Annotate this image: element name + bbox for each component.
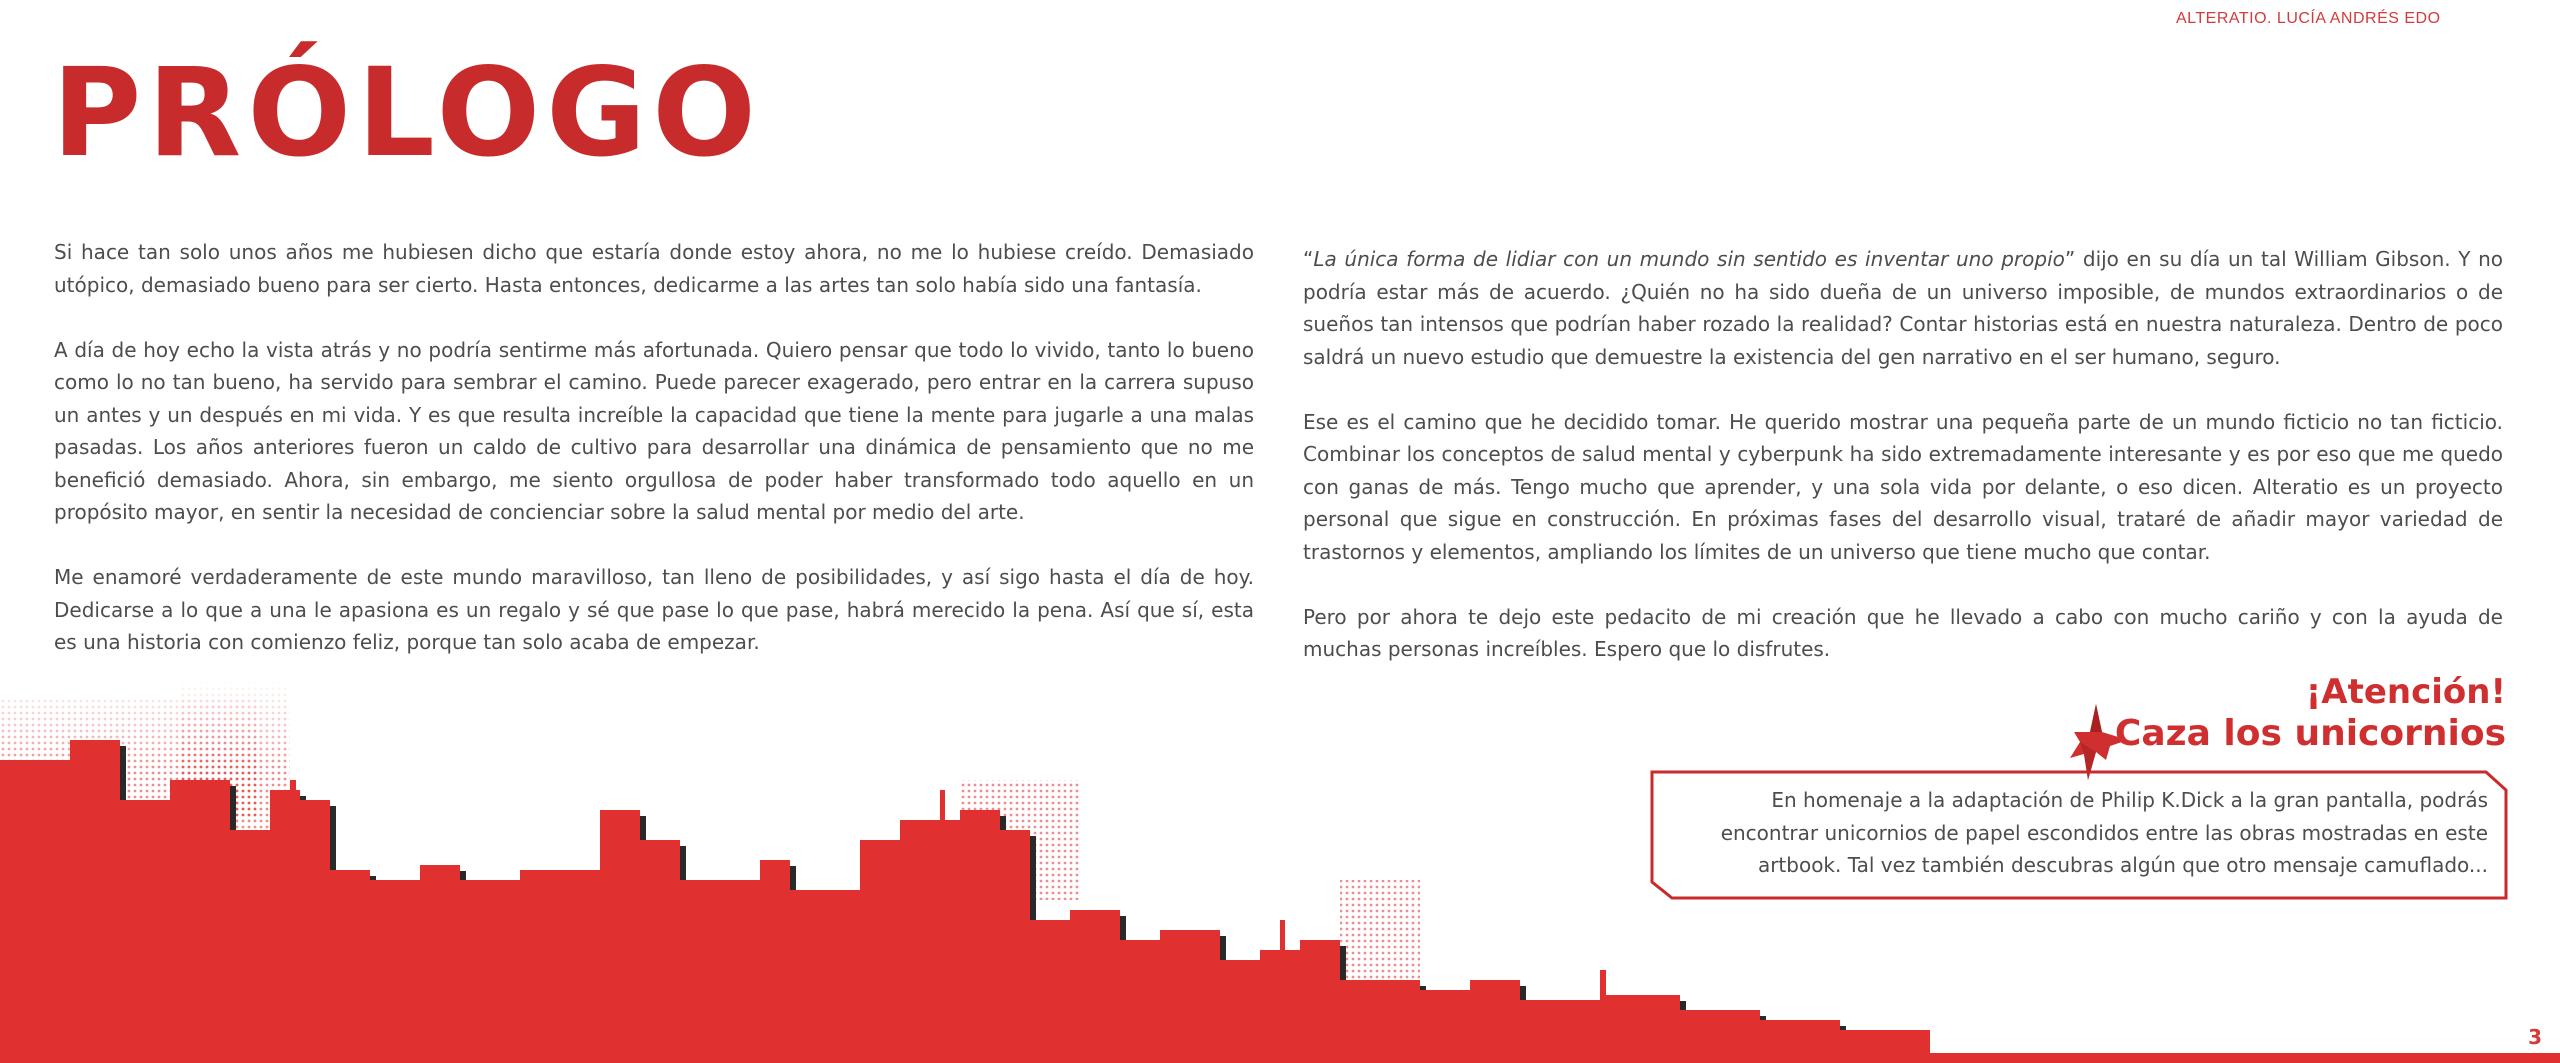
left-column xyxy=(54,236,1254,691)
page-title: PRÓLOGO xyxy=(52,42,763,184)
notice-heading-line2: Caza los unicornios xyxy=(2114,713,2506,754)
quote-open-mark: “ xyxy=(1303,247,1314,271)
city-skyline-illustration xyxy=(0,680,1930,1063)
paragraph: Me enamoré verdaderamente de este mundo maravilloso, tan lleno de posibilidades, y así sigo hasta el día de hoy. Dedicarse a lo que a una le apasiona es un regalo y sé que pase lo que pase, habrá merecido la pena. Así que sí, esta es una historia con comienzo feliz, porque tan solo acaba de empezar. xyxy=(54,565,1254,654)
right-column xyxy=(1303,243,2503,698)
paragraph: Si hace tan solo unos años me hubiesen dicho que estaría donde estoy ahora, no me lo hubiese creído. Demasiado utópico, demasiado bueno para ser cierto. Hasta entonces, dedicarme a las artes tan solo había sido una fantasía. xyxy=(54,240,1254,297)
paragraph: Ese es el camino que he decidido tomar. He querido mostrar una pequeña parte de un mundo ficticio no tan ficticio. Combinar los conceptos de salud mental y cyberpunk ha sido extremadamente interesante y es por eso que me quedo con ganas de más. Tengo mucho que aprender, y una sola vida por delante, o eso dicen. Alteratio es un proyecto personal que sigue en construcción. En próximas fases del desarrollo visual, trataré de añadir mayor variedad de trastornos y elementos, ampliando los límites de un universo que tiene mucho que contar. xyxy=(1303,409,2503,564)
page-baseline-bar xyxy=(0,1053,2560,1063)
notice-heading-line1: ¡Atención! xyxy=(2305,672,2506,712)
paragraph-rest: dijo en su día un tal William Gibson. Y no podría estar más de acuerdo. ¿Quién no ha sido dueña de un universo imposible, de mundos extraordinarios o de sueños tan intensos que podrían haber rozado la realidad? Contar historias está en nuestra naturaleza. Dentro de poco saldrá un nuevo estudio que demuestre la existencia del gen narrativo en el ser humano, seguro. xyxy=(1303,247,2503,369)
running-header-credit: ALTERATIO. LUCÍA ANDRÉS EDO xyxy=(2176,10,2441,27)
paragraph-with-quote xyxy=(1303,243,2503,373)
paragraph: A día de hoy echo la vista atrás y no podría sentirme más afortunada. Quiero pensar que todo lo vivido, tanto lo bueno como lo no tan bueno, ha servido para sembrar el camino. Puede parecer exagerado, pero entrar en la carrera supuso un antes y un después en mi vida. Y es que resulta increíble la capacidad que tiene la mente para jugarle a una malas pasadas. Los años anteriores fueron un caldo de cultivo para desarrollar una dinámica de pensamiento que no me benefició demasiado. Ahora, sin embargo, me siento orgullosa de poder haber transformado todo aquello en un propósito mayor, en sentir la necesidad de concienciar sobre la salud mental por medio del arte. xyxy=(54,337,1254,524)
notice-text: En homenaje a la adaptación de Philip K.Dick a la gran pantalla, podrás encontrar unicornios de papel escondidos entre las obras mostradas en este artbook. Tal vez también descubras algún que otro mensaje camuflado... xyxy=(1720,788,2488,877)
gibson-quote: La única forma de lidiar con un mundo sin sentido es inventar uno propio xyxy=(1313,247,2065,271)
quote-close-mark: ” xyxy=(2064,247,2076,271)
page-number: 3 xyxy=(2528,1025,2542,1049)
paragraph: Pero por ahora te dejo este pedacito de mi creación que he llevado a cabo con mucho cariño y con la ayuda de muchas personas increíbles. Espero que lo disfrutes. xyxy=(1303,604,2503,661)
